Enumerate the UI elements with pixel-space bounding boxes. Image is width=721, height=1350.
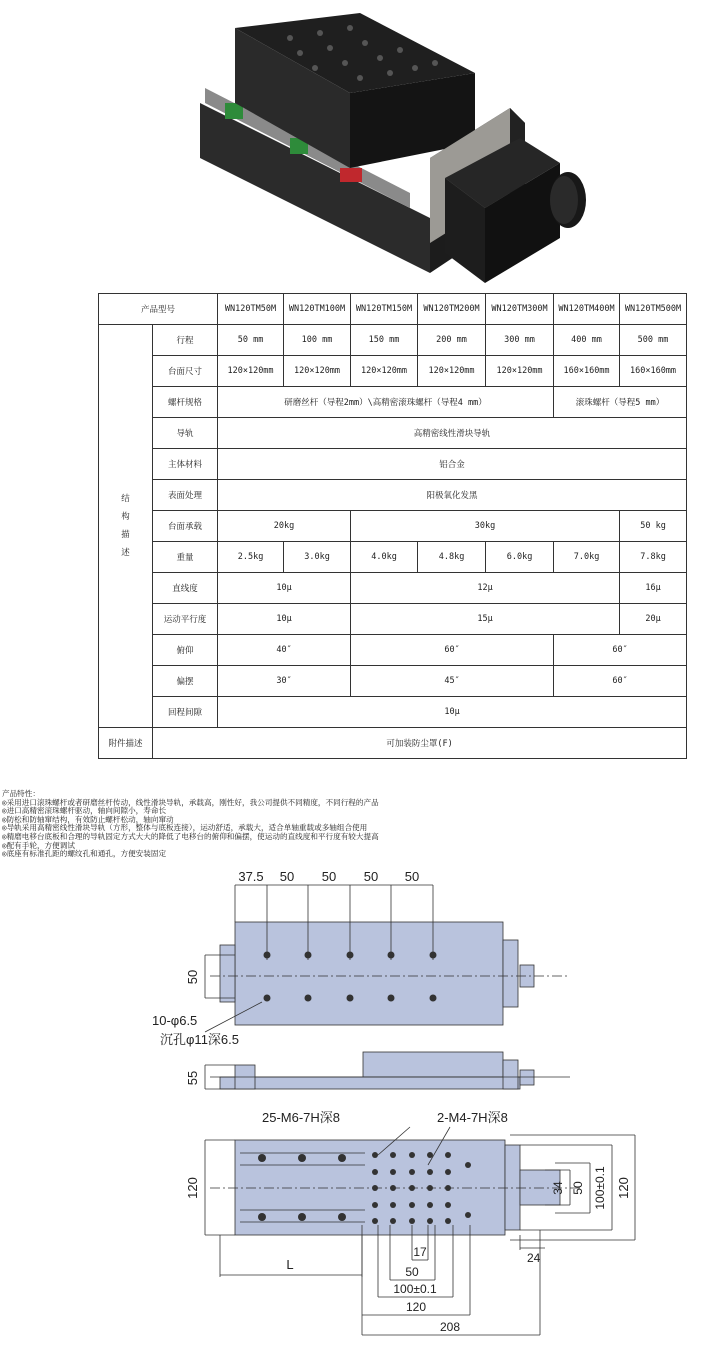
row-pitch: 俯仰 40″ 60″ 60″ [99, 635, 687, 666]
row-load: 台面承载 20kg 30kg 50 kg [99, 511, 687, 542]
top-view-left-cap [220, 945, 235, 1002]
feature-item: ◎防松和防轴窜结构，有效防止螺杆松动，轴向窜动 [2, 814, 174, 824]
spec-table [98, 293, 687, 759]
side-view-base [220, 1077, 520, 1089]
row-parallelism: 运动平行度 10μ 15μ 20μ [99, 604, 687, 635]
dim-label: 17 [413, 1245, 427, 1259]
model-cell: WN120TM300M [486, 294, 554, 325]
row-accessory: 附件描述 可加装防尘罩(F) [99, 728, 687, 759]
row-label: 台面承载 [153, 511, 218, 542]
model-cell: WN120TM100M [284, 294, 351, 325]
handwheel-face [550, 176, 578, 224]
feature-item: ◎导轨采用高精密线性滑块导轨（方形，整体与底板连接），运动舒适，承载大，适合单轴重载或多轴组合使用 [2, 823, 368, 833]
model-cell: WN120TM500M [620, 294, 687, 325]
row-label: 台面尺寸 [153, 356, 218, 387]
dim-label: 100±0.1 [393, 1282, 437, 1296]
side-view-handwheel [520, 1070, 534, 1085]
features-section [2, 790, 379, 859]
row-label: 螺杆规格 [153, 387, 218, 418]
row-straightness: 直线度 10μ 12μ 16μ [99, 573, 687, 604]
row-label: 导轨 [153, 418, 218, 449]
row-model [99, 294, 687, 325]
dim-label: 34 [551, 1181, 565, 1195]
dim-label: 50 [571, 1181, 585, 1195]
product-photo [180, 8, 600, 288]
top-view-body [235, 922, 503, 1025]
row-label: 行程 [153, 325, 218, 356]
dim-label: 37.5 [238, 869, 264, 884]
feature-item: ◎进口高精密滚珠螺杆驱动，轴向间隙小，寿命长 [2, 806, 167, 816]
row-weight: 重量 2.5kg 3.0kg 4.0kg 4.8kg 6.0kg 7.0kg 7.8kg [99, 542, 687, 573]
row-stroke: 结 构 描 述 行程 50 mm 100 mm 150 mm 200 mm 300 mm 400 mm 500 mm [99, 325, 687, 356]
row-label: 重量 [153, 542, 218, 573]
row-label: 俯仰 [153, 635, 218, 666]
thread-note: 25-M6-7H深8 [262, 1110, 341, 1125]
row-surface: 表面处理 阳极氧化发黑 [99, 480, 687, 511]
accessory-label: 附件描述 [99, 728, 153, 759]
structure-label: 结 构 描 述 [99, 325, 153, 728]
top-view-right-cap [503, 940, 518, 1007]
row-label: 表面处理 [153, 480, 218, 511]
side-view-right-cap [503, 1060, 518, 1089]
hole-note: 10-φ6.5 [152, 1013, 198, 1028]
dim-label: 50 [185, 969, 200, 985]
row-label: 主体材料 [153, 449, 218, 480]
dim-label: 50 [279, 869, 295, 884]
feature-item: ◎底座有标准孔距的螺纹孔和通孔，方便安装固定 [2, 849, 167, 859]
row-label: 运动平行度 [153, 604, 218, 635]
row-table-size: 台面尺寸 120×120mm 120×120mm 120×120mm 120×120mm 120×120mm 160×160mm 160×160mm [99, 356, 687, 387]
technical-drawing [150, 865, 650, 1350]
row-guide: 导轨 高精密线性滑块导轨 [99, 418, 687, 449]
feature-item: ◎配有手轮，方便调试 [2, 840, 75, 850]
dim-label: 50 [405, 1265, 419, 1279]
dim-label: 120 [185, 1177, 200, 1199]
feature-item: ◎采用进口滚珠螺杆或者研磨丝杆传动，线性滑块导轨，承载高，刚性好，我公司提供不同精度，不同行程的产品 [2, 797, 379, 807]
row-label: 直线度 [153, 573, 218, 604]
dim-label: 50 [404, 869, 420, 884]
row-yaw: 偏摆 30″ 45″ 60″ [99, 666, 687, 697]
dim-label: L [286, 1257, 294, 1272]
model-cell: WN120TM400M [554, 294, 620, 325]
dim-label: 50 [321, 869, 337, 884]
row-label: 偏摆 [153, 666, 218, 697]
dim-label: 208 [439, 1320, 461, 1334]
model-cell: WN120TM200M [418, 294, 486, 325]
thread-note: 2-M4-7H深8 [437, 1110, 508, 1125]
row-label: 回程间隙 [153, 697, 218, 728]
features-title: 产品特性： [2, 789, 40, 798]
dim-label: 55 [185, 1070, 200, 1086]
row-screw: 螺杆规格 研磨丝杆（导程2mm）\高精密滚珠螺杆（导程4 mm） 滚珠螺杆（导程5 mm） [99, 387, 687, 418]
dim-label: 50 [363, 869, 379, 884]
model-cell: WN120TM150M [351, 294, 418, 325]
feature-item: ◎精磨电移台底板和合理的导轨固定方式大大的降低了电移台的俯仰和偏摆，使运动的直线度和平行度有较大提高 [2, 831, 379, 841]
dim-label: 24 [527, 1251, 541, 1265]
dim-label: 100±0.1 [593, 1166, 607, 1210]
side-view-carriage [363, 1052, 503, 1077]
model-cell: WN120TM50M [218, 294, 284, 325]
bottom-view-body [235, 1140, 505, 1235]
header-label: 产品型号 [99, 294, 218, 325]
row-material: 主体材料 铝合金 [99, 449, 687, 480]
dim-label: 120 [405, 1300, 427, 1314]
row-backlash: 回程间隙 10μ [99, 697, 687, 728]
dim-label: 120 [616, 1177, 631, 1199]
hole-note: 沉孔φ11深6.5 [160, 1032, 239, 1047]
bottom-view-right-cap [505, 1145, 520, 1230]
slider-block-red [340, 168, 362, 182]
